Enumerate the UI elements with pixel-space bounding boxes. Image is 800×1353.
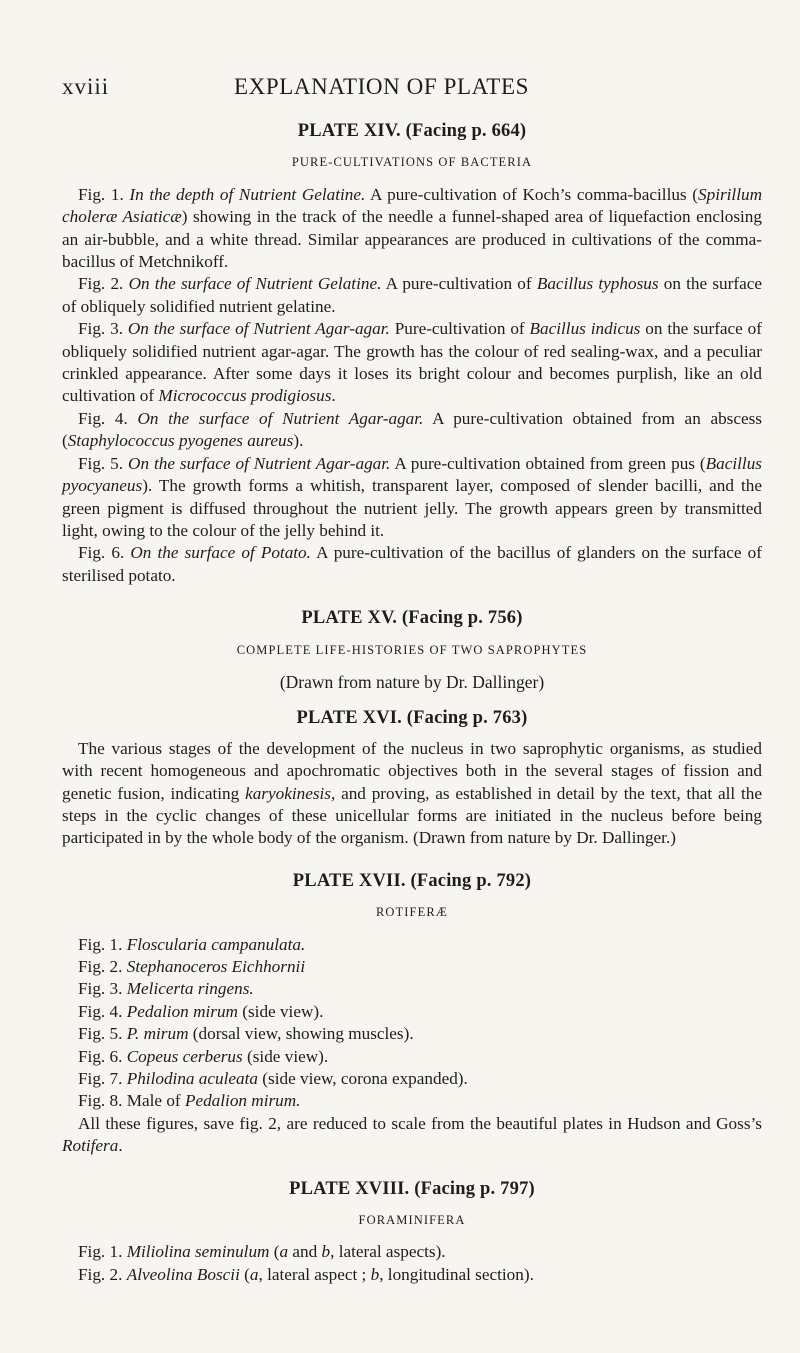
- plate-xiv-subtitle: PURE-CULTIVATIONS OF BACTERIA: [291, 155, 533, 170]
- plate-xiv-heading: PLATE XIV. (Facing p. 664): [297, 121, 527, 141]
- plate-xviii-fig-2: Fig. 2. Alveolina Boscii (a, lateral aspect ; b, longitudinal section).: [78, 1264, 534, 1284]
- plate-xviii-fig-1: Fig. 1. Miliolina seminulum (a and b, lateral aspects).: [78, 1242, 446, 1262]
- plate-xiv-fig-4: Fig. 4. On the surface of Nutrient Agar-agar. A pure-cultivation obtained from an abscess (Staphylococcus pyogenes aureus).: [62, 408, 762, 451]
- plate-xvi-section: [62, 707, 762, 849]
- page-number: xviii: [62, 74, 110, 99]
- plate-xiv-fig-3: Fig. 3. On the surface of Nutrient Agar-agar. Pure-cultivation of Bacillus indicus on the surface of obliquely solidified nutrient agar-agar. The growth has the colour of red sealing-wax, and a peculiar crinkled appearance. After some days it loses its bright colour and becomes purplish, like an old cultivation of Micrococcus prodigiosus.: [62, 319, 762, 406]
- page-content: [62, 120, 762, 1286]
- plate-xv-section: [62, 607, 762, 693]
- plate-xvii-section: [62, 870, 762, 1158]
- plate-xvii-note: All these figures, save fig. 2, are reduced to scale from the beautiful plates in Hudson and Goss’s Rotifera.: [62, 1113, 762, 1156]
- plate-xvii-fig-1: Fig. 1. Floscularia campanulata.: [78, 934, 306, 954]
- plate-xviii-heading: PLATE XVIII. (Facing p. 797): [289, 1178, 535, 1199]
- plate-xvi-heading: PLATE XVI. (Facing p. 763): [296, 708, 528, 729]
- running-title: EXPLANATION OF PLATES: [234, 74, 530, 99]
- plate-xiv-fig-1: Fig. 1. In the depth of Nutrient Gelatine. A pure-cultivation of Koch’s comma-bacillus (Spirillum choleræ Asiaticæ) showing in the track of the needle a funnel-shaped area of liquefaction enclosing an air-bubble, and a white thread. Similar appearances are produced in cultivations of the comma-bacillus of Metchnikoff.: [62, 184, 762, 272]
- plate-xvii-fig-6: Fig. 6. Copeus cerberus (side view).: [78, 1046, 329, 1066]
- plate-xvii-subtitle: ROTIFERÆ: [375, 905, 448, 920]
- plate-xvii-fig-5: Fig. 5. P. mirum (dorsal view, showing muscles).: [78, 1024, 414, 1044]
- plate-xvii-fig-7: Fig. 7. Philodina aculeata (side view, corona expanded).: [78, 1069, 468, 1089]
- plate-xvi-description: The various stages of the development of the nucleus in two saprophytic organisms, as studied with recent homogeneous and apochromatic objectives both in the several stages of fission and genetic fusion, indicating karyokinesis, and proving, as established in detail by the text, that all the steps in the cyclic changes of these unicellular forms are initiated in the nucleus before being participated in by the whole body of the organism. (Drawn from nature by Dr. Dallinger.): [62, 738, 762, 848]
- plate-xiv-section: [62, 120, 762, 587]
- plate-xiv-fig-2: Fig. 2. On the surface of Nutrient Gelatine. A pure-cultivation of Bacillus typhosus on the surface of obliquely solidified nutrient gelatine.: [62, 274, 762, 316]
- plate-xvii-fig-8: Fig. 8. Male of Pedalion mirum.: [78, 1091, 301, 1111]
- running-header: [62, 74, 762, 104]
- plate-xv-subtitle: COMPLETE LIFE-HISTORIES OF TWO SAPROPHYTES: [236, 642, 588, 657]
- plate-xiv-fig-5: Fig. 5. On the surface of Nutrient Agar-agar. A pure-cultivation obtained from green pus (Bacillus pyocyaneus). The growth forms a whitish, transparent layer, composed of slender bacilli, and the green pigment is diffused throughout the nutrient jelly. The growth appears green by transmitted light, owing to the colour of the jelly behind it.: [62, 453, 762, 540]
- plate-xvii-fig-3: Fig. 3. Melicerta ringens.: [78, 979, 254, 999]
- plate-xv-credit: (Drawn from nature by Dr. Dallinger): [279, 671, 545, 692]
- plate-xvii-fig-4: Fig. 4. Pedalion mirum (side view).: [78, 1001, 324, 1021]
- plate-xvii-heading: PLATE XVII. (Facing p. 792): [292, 870, 532, 891]
- plate-xv-heading: PLATE XV. (Facing p. 756): [301, 608, 523, 629]
- plate-xviii-subtitle: FORAMINIFERA: [358, 1213, 466, 1228]
- plate-xviii-section: [62, 1178, 762, 1287]
- plate-xvii-fig-2: Fig. 2. Stephanoceros Eichhornii: [78, 957, 306, 976]
- plate-xiv-fig-6: Fig. 6. On the surface of Potato. A pure-cultivation of the bacillus of glanders on the surface of sterilised potato.: [62, 543, 762, 585]
